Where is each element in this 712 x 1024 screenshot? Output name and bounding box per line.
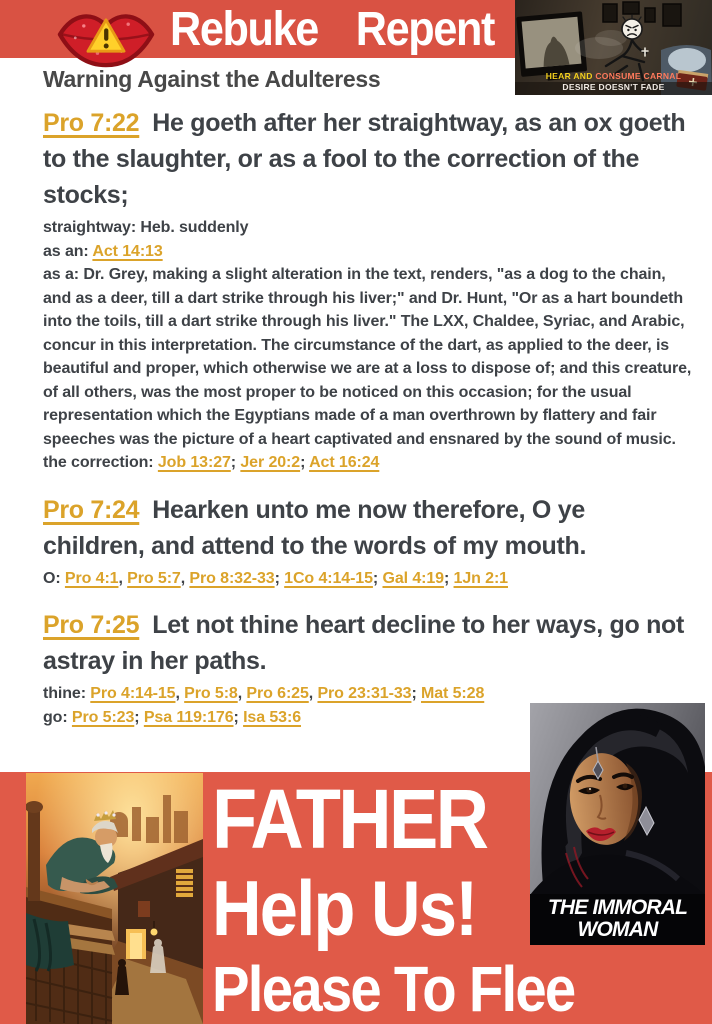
note-thine-refs — [43, 682, 693, 706]
note-label: thine: — [43, 685, 91, 702]
cross-reference-link[interactable]: Pro 4:1 — [64, 569, 119, 587]
watchman-balcony-illustration — [26, 773, 203, 1024]
label-line-2: WOMAN — [577, 918, 658, 941]
verse-ref-link[interactable]: Pro 7:25 — [43, 611, 140, 639]
cross-reference-link[interactable]: Pro 5:23 — [71, 708, 135, 726]
cross-reference-link[interactable]: 1Jn 2:1 — [453, 569, 508, 587]
verse-text-7-25 — [43, 607, 693, 679]
note-straightway: straightway: Heb. suddenly — [43, 219, 249, 236]
ref-separator: ; — [230, 454, 241, 471]
verse-body: Hearken unto me now therefore, O ye children, and attend to the words of my mouth. — [43, 495, 587, 560]
ref-separator: ; — [411, 685, 422, 702]
cross-reference-link[interactable]: Pro 6:25 — [246, 685, 309, 702]
cross-reference-link[interactable]: 1Co 4:14-15 — [284, 569, 373, 587]
ref-separator: ; — [134, 708, 144, 726]
prayer-line-help-us: Help Us! — [212, 864, 477, 952]
hijab-woman-illustration — [530, 703, 705, 895]
ref-separator: , — [237, 685, 247, 702]
lips-kiss-icon — [54, 2, 158, 72]
carnal-desire-thumbnail — [515, 0, 712, 95]
note-label: go: — [43, 708, 72, 726]
ref-separator: , — [118, 569, 128, 587]
cross-reference-link[interactable]: Pro 8:32-33 — [189, 569, 275, 587]
note-o-refs — [43, 567, 693, 591]
verse-text-7-24 — [43, 492, 693, 564]
note-as-an — [43, 240, 693, 264]
caption-hear-and: HEAR AND — [545, 71, 593, 81]
verse-ref-link[interactable]: Pro 7:22 — [43, 109, 140, 137]
verse-body: Let not thine heart decline to her ways, go not astray in her paths. — [43, 611, 685, 675]
cross-reference-link[interactable]: Pro 4:14-15 — [90, 685, 176, 702]
cross-reference-link[interactable]: Isa 53:6 — [243, 708, 301, 726]
note-label: O: — [43, 569, 65, 587]
note-as-a-commentary: as a: Dr. Grey, making a slight alteration in the text, renders, "as a dog to the chain, and as a deer, till a dart strike through his liver;" and Dr. Hunt, "Or as a hart boundeth into the toils, till a dart strike through his liver." The LXX, Chaldee, Syriac, and Arabic, concur in this interpretation. The circumstance of the dart, as applied to the deer, is beautiful and proper, which otherwise we are at a loss to dispose of; and this creature, of all others, was the most proper to be noticed on this occasion; for the usual representation which the Egyptians made of a man overthrown by flattery and fair speeches was the picture of a heart captivated and ensnared by the sound of music. — [43, 266, 692, 448]
note-label: the correction: — [43, 454, 158, 471]
ref-separator: ; — [274, 569, 285, 587]
note-label: as an: — [43, 242, 93, 260]
warning-triangle-icon — [85, 17, 127, 55]
label-line-1: THE IMMORAL — [547, 896, 688, 919]
wall-frames — [603, 2, 681, 26]
caption-consume-carnal: CONSUME CARNAL — [592, 71, 682, 81]
immoral-woman-label — [530, 894, 705, 945]
lantern — [151, 929, 158, 936]
cross-reference-link[interactable]: Pro 23:31-33 — [317, 685, 412, 702]
banner-title — [170, 0, 494, 58]
ref-separator: ; — [443, 569, 454, 587]
immoral-woman-portrait — [530, 703, 705, 945]
ref-separator: , — [180, 569, 190, 587]
cross-reference-link[interactable]: Act 16:24 — [309, 454, 380, 471]
prayer-line-please-to-flee: Please To Flee — [212, 953, 575, 1024]
caption-desire: DESIRE DOESN'T FADE — [562, 81, 665, 92]
cross-reference-link[interactable]: Job 13:27 — [157, 454, 231, 471]
prayer-line-father: FATHER — [212, 772, 487, 866]
verse-text-7-22 — [43, 105, 693, 213]
ref-separator: , — [175, 685, 185, 702]
banner-word-repent: Repent — [355, 2, 495, 56]
verse-body: He goeth after her straightway, as an ox goeth to the slaughter, or as a fool to the correction of the stocks; — [43, 109, 686, 209]
cross-reference-link[interactable]: Psa 119:176 — [143, 708, 234, 726]
pillow — [668, 48, 706, 72]
cross-reference-link[interactable]: Pro 5:8 — [184, 685, 238, 702]
ref-separator: ; — [233, 708, 244, 726]
cross-reference-link[interactable]: Gal 4:19 — [382, 569, 444, 587]
ref-separator: ; — [300, 454, 310, 471]
cross-reference-link[interactable]: Act 14:13 — [92, 242, 163, 260]
cross-reference-link[interactable]: Jer 20:2 — [240, 454, 301, 471]
thumbnail-caption — [515, 71, 712, 92]
verse-block-7-22 — [43, 105, 693, 475]
cross-reference-link[interactable]: Pro 5:7 — [127, 569, 181, 587]
banner-word-rebuke: Rebuke — [170, 2, 318, 56]
cross-reference-link[interactable]: Mat 5:28 — [421, 685, 485, 702]
ref-separator: ; — [372, 569, 383, 587]
scripture-article — [43, 58, 693, 729]
ref-separator: , — [308, 685, 318, 702]
section-heading: Warning Against the Adulteress — [43, 66, 381, 92]
verse-block-7-24 — [43, 492, 693, 591]
verse-ref-link[interactable]: Pro 7:24 — [43, 495, 140, 524]
note-the-correction — [43, 451, 693, 475]
